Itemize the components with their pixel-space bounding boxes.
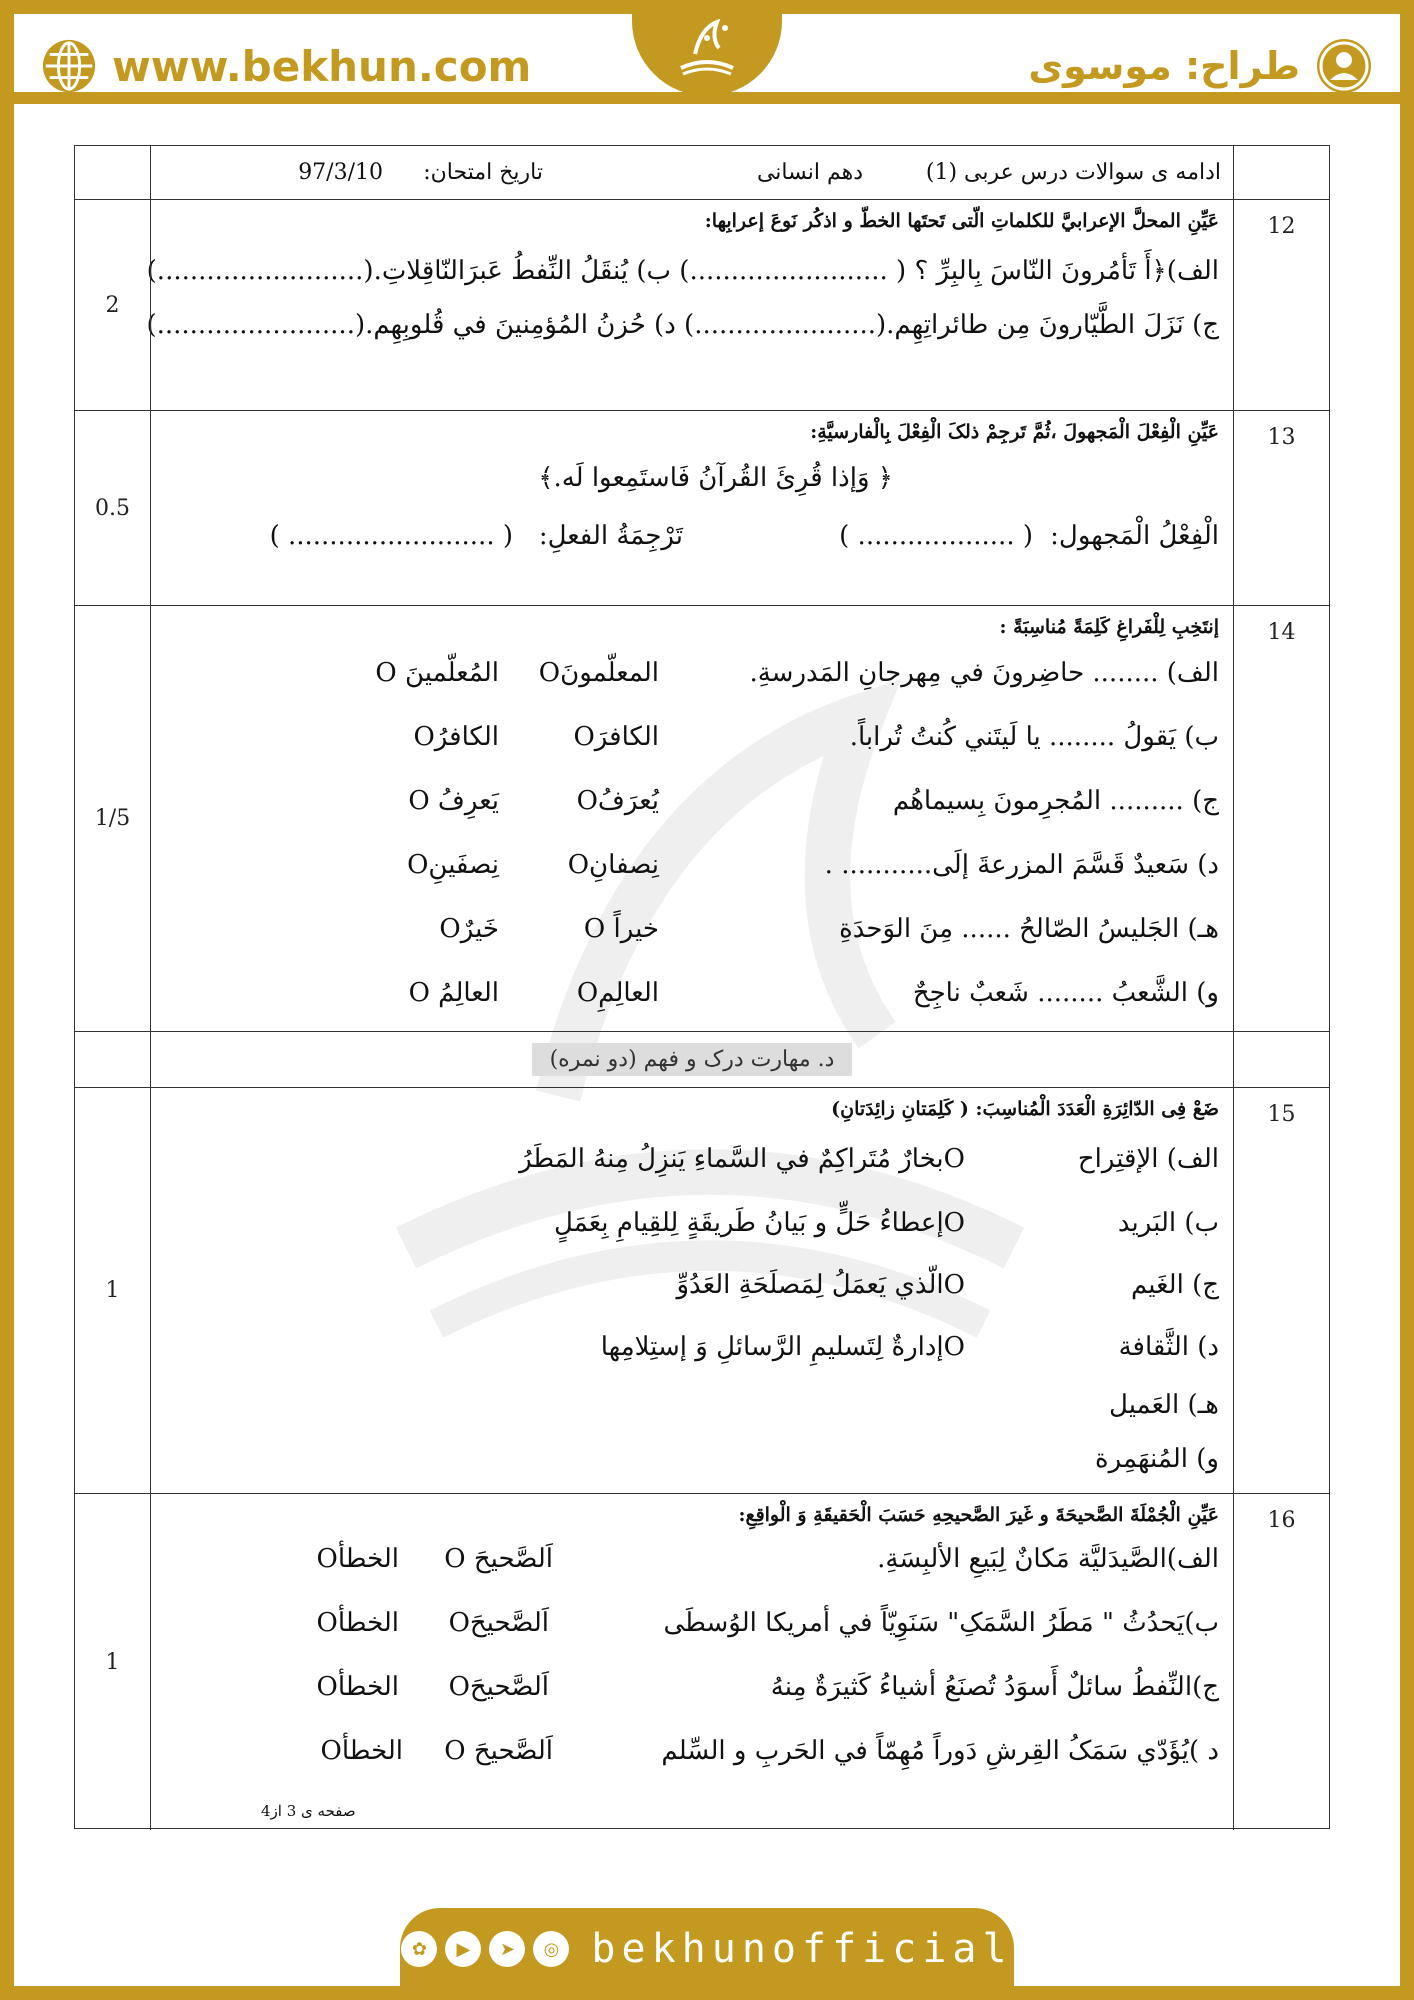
question-14-body [151, 606, 1233, 1031]
q14-item-text: الف) ........ حاضِرونَ في مِهرجانِ المَدرسةِ. [749, 658, 1219, 688]
question-number: 14 [1233, 606, 1329, 1031]
radio-icon[interactable]: O [583, 914, 606, 944]
section-title: د. مهارت درک و فهم (دو نمره) [532, 1043, 853, 1076]
telegram-icon[interactable]: ➤ [489, 1931, 525, 1967]
q14-item-text: ج) ......... المُجرِمونَ بِسيماهُم [892, 786, 1219, 816]
q14-option-1[interactable] [539, 658, 659, 688]
q14-option-2-label: خَيرٌ [460, 914, 499, 944]
question-score: 0.5 [75, 411, 151, 605]
q14-option-1[interactable] [577, 786, 659, 816]
q13-passive-answer[interactable]: ( ................... ) [839, 521, 1033, 551]
q14-option-2[interactable] [409, 978, 499, 1008]
q16-statement: د )يُؤَدّي سَمَکُ القِرشِ دَوراً مُهِمّاً في الحَربِ و السِّلم [661, 1736, 1219, 1766]
question-16-row [75, 1494, 1329, 1830]
q16-statement: ب)يَحدُثُ " مَطَرُ السَّمَکِ" سَنَوِيّاً في أمريكا الوُسطَى [663, 1608, 1219, 1638]
youtube-icon[interactable]: ▶ [445, 1931, 481, 1967]
exam-table [74, 145, 1330, 1829]
title-score-cell [75, 146, 151, 199]
q14-option-1[interactable] [577, 978, 659, 1008]
question-16-body [151, 1494, 1233, 1830]
q12-a-text: ﴿أَ تَأمُرونَ النّاسَ بِالبِرِّ ؟ [914, 256, 1167, 286]
radio-icon[interactable]: O [567, 850, 590, 880]
q14-option-2-label: نِصفَينِ [428, 850, 499, 880]
q14-option-2-label: العالِمُ [438, 978, 499, 1008]
section-num-cell [1233, 1032, 1329, 1087]
question-score: 1 [75, 1494, 151, 1830]
q14-option-2-label: يَعرِفُ [437, 786, 499, 816]
question-13-body [151, 411, 1233, 605]
question-14-instruction: إنتَخِبِ لِلْفَراغِ كَلِمَةً مُناسِبَةً : [999, 616, 1219, 638]
question-13-row [75, 411, 1329, 606]
radio-icon[interactable]: O [408, 978, 430, 1008]
q14-option-2[interactable] [408, 786, 499, 816]
q16-correct-option[interactable]: اَلصَّحيحَ O [444, 1736, 553, 1766]
social-footer [400, 1908, 1014, 1990]
q15-word: الف) الإقتِراح [1077, 1144, 1219, 1174]
q14-option-1-label: يُعرَفُ [597, 786, 659, 816]
q14-item-text: ب) يَقولُ ........ يا لَيتَني كُنتُ تُراباً. [849, 722, 1219, 752]
grade-label: دهم انسانی [756, 160, 863, 185]
radio-icon[interactable]: O [375, 658, 397, 688]
course-title: ادامه ی سوالات درس عربی (1) [925, 160, 1221, 185]
q14-option-1-label: نِصفانِ [589, 850, 659, 880]
bekhun-logo-icon [667, 8, 747, 88]
exam-title-row [75, 146, 1329, 200]
q16-wrong-option[interactable]: الخطأO [316, 1608, 399, 1638]
radio-icon[interactable]: O [573, 722, 595, 752]
globe-icon [40, 37, 98, 95]
q12-b-text: ب) يُنقَلُ النِّفطُ عَبرَالنّاقِلاتِ. [373, 256, 672, 286]
q14-item-text: د) سَعيدٌ قَسَّمَ المزرعةَ إلَى........... . [824, 850, 1219, 880]
radio-icon[interactable]: O [576, 786, 598, 816]
radio-icon[interactable]: O [439, 914, 461, 944]
question-12-instruction: عَيِّنِ المحلَّ الإعرابيَّ للكلماتِ الّتی تَحتَها الخطّ و اذکُر نَوعَ إعرابِها: [704, 210, 1219, 232]
question-12-body [146, 200, 1233, 410]
q12-a-prefix: الف) [1166, 256, 1219, 286]
q15-word: ب) البَريد [1117, 1208, 1219, 1238]
q16-correct-option[interactable]: اَلصَّحيحَ O [444, 1544, 553, 1574]
exam-date-value: 97/3/10 [298, 160, 383, 185]
radio-icon[interactable]: O [408, 786, 430, 816]
site-url[interactable]: www.bekhun.com [112, 41, 532, 91]
question-14-row [75, 606, 1329, 1032]
q13-translation-answer[interactable]: ( ......................... ) [269, 521, 513, 551]
question-15-row [75, 1088, 1329, 1494]
q12-d-answer[interactable]: (........................) [146, 310, 366, 340]
q12-d-text: د) حُزنُ المُؤمِنينَ في قُلوبِهِم. [365, 310, 676, 340]
question-15-body [151, 1088, 1233, 1493]
q14-item-text: هـ) الجَليسُ الصّالحُ ...... مِنَ الوَحدَةِ [839, 914, 1219, 944]
q13-translation-label: تَرْجِمَةُ الفعلِ: [538, 521, 683, 551]
question-number: 12 [1233, 200, 1329, 410]
q14-option-2-label: الكافرُ [434, 722, 499, 752]
question-number: 16 [1233, 1494, 1329, 1830]
q15-definition[interactable]: Oبخارٌ مُتَراكِمٌ في السَّماءِ يَنزِلُ مِنهُ المَطَرُ [519, 1144, 965, 1174]
exam-date-label: تاریخ امتحان: [423, 160, 543, 185]
page-number: صفحه ی 3 از4 [261, 1802, 356, 1820]
q16-correct-option[interactable]: اَلصَّحيحَO [448, 1608, 549, 1638]
designer-block [1028, 36, 1374, 96]
question-12-row [75, 200, 1329, 411]
question-16-instruction: عَيِّنِ الْجُمْلَةَ الصَّحيحَةَ و غَيرَ الصَّحيحِهِ حَسَبَ الْحَقيقَةِ وَ الْواقِعِ: [738, 1504, 1219, 1526]
radio-icon[interactable]: O [413, 722, 435, 752]
q15-word: د) الثَّقافة [1118, 1332, 1219, 1362]
q12-a-answer[interactable]: ( ........................) [679, 256, 907, 286]
q15-definition[interactable]: Oالّذي يَعمَلُ لِمَصلَحَةِ العَدُوِّ [676, 1270, 965, 1300]
q16-wrong-option[interactable]: الخطأO [316, 1672, 399, 1702]
q15-word: هـ) العَميل [1109, 1390, 1219, 1420]
question-score: 1 [75, 1088, 151, 1493]
q15-word: ج) الغَيم [1130, 1270, 1219, 1300]
social-handle[interactable]: bekhunofficial [591, 1926, 1013, 1972]
question-number: 13 [1233, 411, 1329, 605]
q14-option-2[interactable] [375, 658, 499, 688]
q14-option-1[interactable] [568, 850, 659, 880]
designer-name: طراح: موسوی [1028, 44, 1300, 88]
q14-option-2[interactable] [407, 850, 499, 880]
q15-definition[interactable]: Oإدارةٌ لِتَسليمِ الرَّسائلِ وَ إستِلامِها [600, 1332, 965, 1362]
q14-option-1[interactable] [584, 914, 659, 944]
radio-icon[interactable]: O [538, 658, 561, 688]
title-body [151, 146, 1233, 199]
q16-statement: الف)الصَّيدَليَّة مَكانٌ لِبَيعِ الألبِسَةِ. [877, 1544, 1219, 1574]
q14-option-2[interactable] [413, 722, 499, 752]
q15-definition[interactable]: Oإعطاءُ حَلٍّ و بَيانُ طَريقَةٍ لِلقِيامِ بِعَمَلٍ [554, 1208, 965, 1238]
q14-option-2-label: المُعلّمينَ [405, 658, 499, 688]
section-body [151, 1032, 1233, 1087]
question-number: 15 [1233, 1088, 1329, 1493]
q13-verse: ﴿ وَإذا قُرِئَ القُرآنُ فَاستَمِعوا لَه.﴾ [538, 463, 893, 493]
q14-option-2[interactable] [439, 914, 499, 944]
q12-c-text: ج) نَزَلَ الطَّيّارونَ مِن طائراتِهِم. [886, 310, 1219, 340]
q12-line-2 [146, 310, 1219, 340]
q15-word: و) المُنهَمِرة [1095, 1444, 1219, 1474]
question-15-instruction: ضَعْ فِی الدّائِرَةِ الْعَدَدَ الْمُناسِبَ: ( كَلِمَتانِ زائِدَتانِ) [831, 1098, 1219, 1120]
site-url-block[interactable] [40, 36, 531, 96]
q13-passive-label: الْفِعْلُ الْمَجهول: [1050, 521, 1219, 551]
section-score-cell [75, 1032, 151, 1087]
question-score: 2 [75, 200, 151, 410]
radio-icon[interactable]: O [576, 978, 599, 1008]
section-header-row [75, 1032, 1329, 1088]
q16-correct-option[interactable]: اَلصَّحيحَO [448, 1672, 549, 1702]
question-13-instruction: عَيِّنِ الْفِعْلَ الْمَجهولَ ،ثُمَّ تَرجِمْ ذلکَ الْفِعْلَ بِالْفارسيَّةِ: [810, 421, 1219, 443]
q16-statement: ج)النِّفطُ سائلٌ أَسوَدُ تُصنَعُ أشياءُ كَثيرَةٌ مِنهُ [770, 1672, 1219, 1702]
q14-option-1-label: المعلّمونَ [560, 658, 659, 688]
q16-wrong-option[interactable]: الخطأO [316, 1544, 399, 1574]
q12-line-1 [147, 256, 1219, 286]
title-num-cell [1233, 146, 1329, 199]
radio-icon[interactable]: O [407, 850, 429, 880]
q16-wrong-option[interactable]: الخطأO [320, 1736, 403, 1766]
q14-option-1-label: خيراً [613, 914, 659, 944]
user-icon [1314, 36, 1374, 96]
aparat-icon[interactable]: ✿ [401, 1931, 437, 1967]
q12-c-answer[interactable]: (......................) [684, 310, 887, 340]
q14-option-1-label: العالِمِ [598, 978, 659, 1008]
q14-option-1-label: الكافرَ [594, 722, 659, 752]
q14-option-1[interactable] [573, 722, 659, 752]
q14-item-text: و) الشَّعبُ ........ شَعبٌ ناجِحٌ [912, 978, 1219, 1008]
instagram-icon[interactable]: ◎ [533, 1931, 569, 1967]
question-score: 1/5 [75, 606, 151, 1031]
q12-b-answer[interactable]: (.........................) [146, 256, 374, 286]
